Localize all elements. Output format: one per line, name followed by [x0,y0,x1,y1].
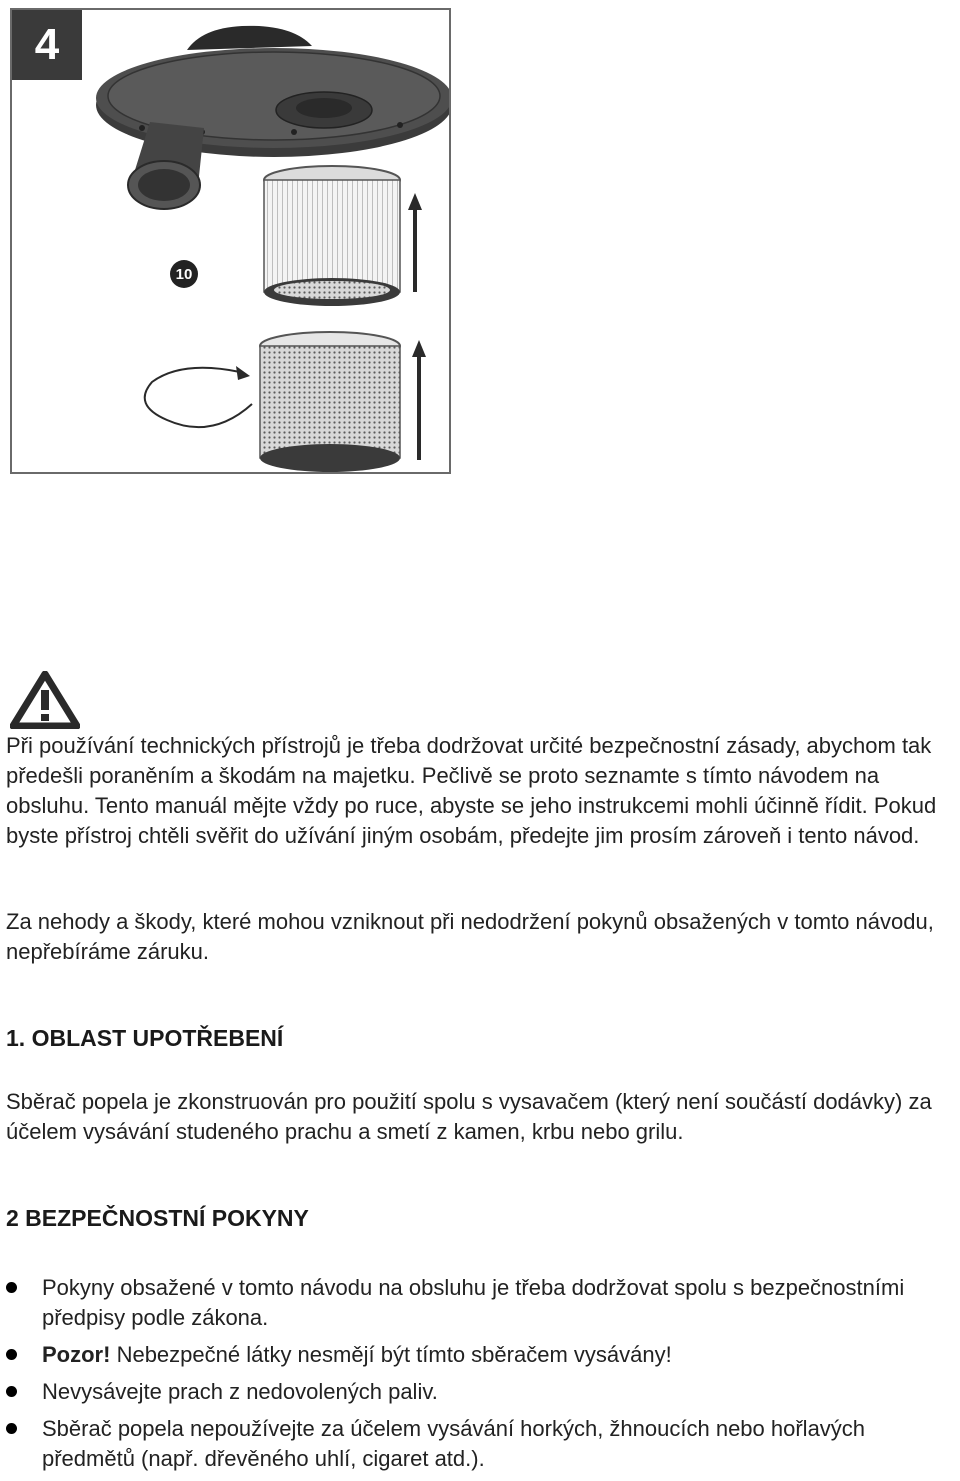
liability-paragraph: Za nehody a škody, které mohou vzniknout při nedodržení pokynů obsažených v tomto návodu, nepřebíráme záruku. [6,909,934,964]
part-callout-number: 10 [170,260,198,288]
usage-paragraph: Sběrač popela je zkonstruován pro použití spolu s vysavačem (který není součástí dodávky) za účelem vysávání studeného prachu a smetí z kamen, krbu nebo grilu. [6,1089,932,1144]
figure-number-badge: 4 [12,10,82,80]
bullet-icon [6,1386,17,1397]
list-item [0,1377,950,1407]
list-item [0,1414,950,1474]
bullet-icon [6,1349,17,1360]
bullet-icon [6,1423,17,1434]
list-item-text: Nebezpečné látky nesmějí být tímto sběračem vysávány! [110,1342,672,1367]
safety-intro-paragraph: Při používání technických přístrojů je třeba dodržovat určité bezpečnostní zásady, abychom tak předešli poraněním a škodám na majetku. Pečlivě se proto seznamte s tímto návodem na obsluhu. Tento manuál mějte vždy po ruce, abyste se jeho instrukcemi mohli účinně řídit. Pokud byste přístroj chtěli svěřit do užívání jiným osobám, předejte jim prosím zároveň i tento návod. [6,733,937,848]
list-item [0,1340,950,1370]
figure-4-illustration [10,8,451,474]
list-item [0,1273,950,1333]
list-item-text: Nevysávejte prach z nedovolených paliv. [42,1379,438,1404]
list-item-text: Sběrač popela nepoužívejte za účelem vysávání horkých, žhnoucích nebo hořlavých předmětů (např. dřevěného uhlí, cigaret atd.). [42,1416,866,1471]
section-heading-safety: 2 BEZPEČNOSTNÍ POKYNY [6,1205,309,1231]
list-item-emphasis: Pozor! [42,1342,111,1367]
section-heading-usage: 1. OBLAST UPOTŘEBENÍ [6,1025,284,1051]
warning-triangle-icon [10,671,80,729]
safety-instructions-list [0,1273,950,1481]
list-item-text: Pokyny obsažené v tomto návodu na obsluhu je třeba dodržovat spolu s bezpečnostními předpisy podle zákona. [42,1275,905,1330]
bullet-icon [6,1282,17,1293]
